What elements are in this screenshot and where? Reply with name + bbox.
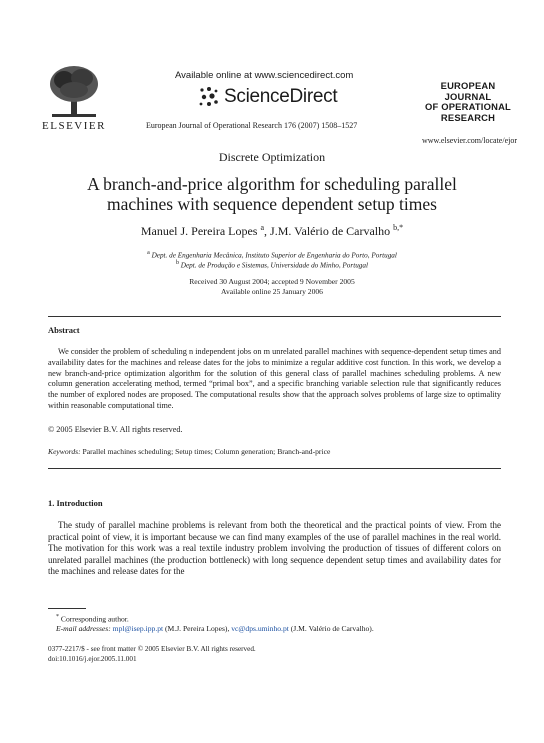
author-name: Manuel J. Pereira Lopes	[140, 224, 258, 238]
email-owner: (J.M. Valério de Carvalho).	[288, 624, 374, 633]
ejor-logo-line: EUROPEAN	[440, 80, 496, 91]
abstract-copyright: © 2005 Elsevier B.V. All rights reserved.	[48, 425, 183, 434]
ejor-logo	[415, 81, 521, 123]
journal-reference: European Journal of Operational Research 176 (2007) 1508–1527	[146, 121, 358, 130]
affiliation-mark: b,*	[393, 223, 404, 232]
journal-url[interactable]: www.elsevier.com/locate/ejor	[422, 136, 517, 145]
sciencedirect-dots-icon	[198, 86, 220, 108]
elsevier-wordmark: ELSEVIER	[42, 120, 106, 132]
ejor-logo-line: OF OPERATIONAL	[425, 101, 511, 113]
footnote-rule	[48, 608, 86, 609]
email-link[interactable]: mpl@isep.ipp.pt	[112, 624, 164, 633]
paper-title	[40, 174, 504, 214]
footnote-text: Corresponding author.	[60, 614, 129, 624]
section-heading: Discrete Optimization	[218, 150, 326, 164]
elsevier-tree-icon	[46, 64, 102, 118]
email-label: E-mail addresses:	[56, 624, 111, 633]
affiliation-mark: a	[147, 250, 150, 256]
sciencedirect-wordmark: ScienceDirect	[224, 86, 338, 107]
footnote-emails	[56, 624, 374, 633]
abstract-heading: Abstract	[48, 325, 80, 335]
divider	[48, 468, 501, 469]
elsevier-logo	[28, 64, 120, 136]
affiliation	[0, 260, 544, 269]
affiliation-text: Dept. de Produção e Sistemas, Universidade do Minho, Portugal	[180, 261, 368, 270]
affiliation-mark: b	[176, 260, 179, 266]
email-link[interactable]: vc@dps.uminho.pt	[231, 624, 289, 633]
available-online-text: Available online at www.sciencedirect.com	[175, 70, 354, 81]
author-separator: ,	[264, 224, 271, 238]
footnote-mark: *	[56, 614, 59, 620]
doi-line: doi:10.1016/j.ejor.2005.11.001	[48, 655, 137, 663]
keywords	[48, 447, 330, 456]
author-list	[0, 223, 544, 239]
ejor-logo-line: JOURNAL	[444, 90, 492, 102]
title-line: A branch-and-price algorithm for scheduling parallel	[87, 174, 457, 194]
abstract-text: We consider the problem of scheduling n independent jobs on m unrelated parallel machines with sequence-dependent setup times and availability dates for the machines and release dates for the jobs to minimize a regular additive cost function. In this work, we develop a new branch-and-price optimization algorithm for the solution of this general class of parallel machines scheduling problems. A new column generation accelerating method, termed “primal box”, and a specific branching variable selection rule that significantly reduces the number of explored nodes are proposed. The computational results show that the approach solves problems of large size to optimality within reasonable computational time.	[48, 347, 501, 410]
ejor-logo-line: RESEARCH	[440, 111, 496, 123]
author-name: J.M. Valério de Carvalho	[270, 224, 391, 238]
keywords-label: Keywords:	[48, 447, 81, 456]
title-line: machines with sequence dependent setup times	[107, 194, 437, 214]
keywords-text: Parallel machines scheduling; Setup times; Column generation; Branch-and-price	[82, 447, 331, 456]
issn-line: 0377-2217/$ - see front matter © 2005 Elsevier B.V. All rights reserved.	[48, 645, 256, 653]
affiliation-text: Dept. de Engenharia Mecânica, Instituto Superior de Engenharia do Porto, Portugal	[151, 251, 397, 260]
footnote-corresponding	[56, 614, 129, 624]
introduction-text: The study of parallel machine problems is relevant from both the theoretical and the practical points of view. From the practical point of view, it is important because we can find many examples of the use of parallel machines in the real world. The motivation for this work was a real textile industry problem involving the production of tissues of different colors on unrelated parallel machines (the production bottleneck) with long sequence dependent setup times and availability dates for the machines and release dates for the	[48, 520, 501, 577]
sciencedirect-logo	[198, 82, 337, 112]
introduction-heading: 1. Introduction	[48, 498, 103, 508]
affiliation	[0, 250, 544, 259]
affiliation-mark: a	[260, 223, 265, 232]
divider	[48, 316, 501, 317]
email-owner: (M.J. Pereira Lopes),	[163, 624, 232, 633]
received-date: Received 30 August 2004; accepted 9 November 2005	[189, 277, 355, 286]
online-date: Available online 25 January 2006	[221, 287, 323, 296]
